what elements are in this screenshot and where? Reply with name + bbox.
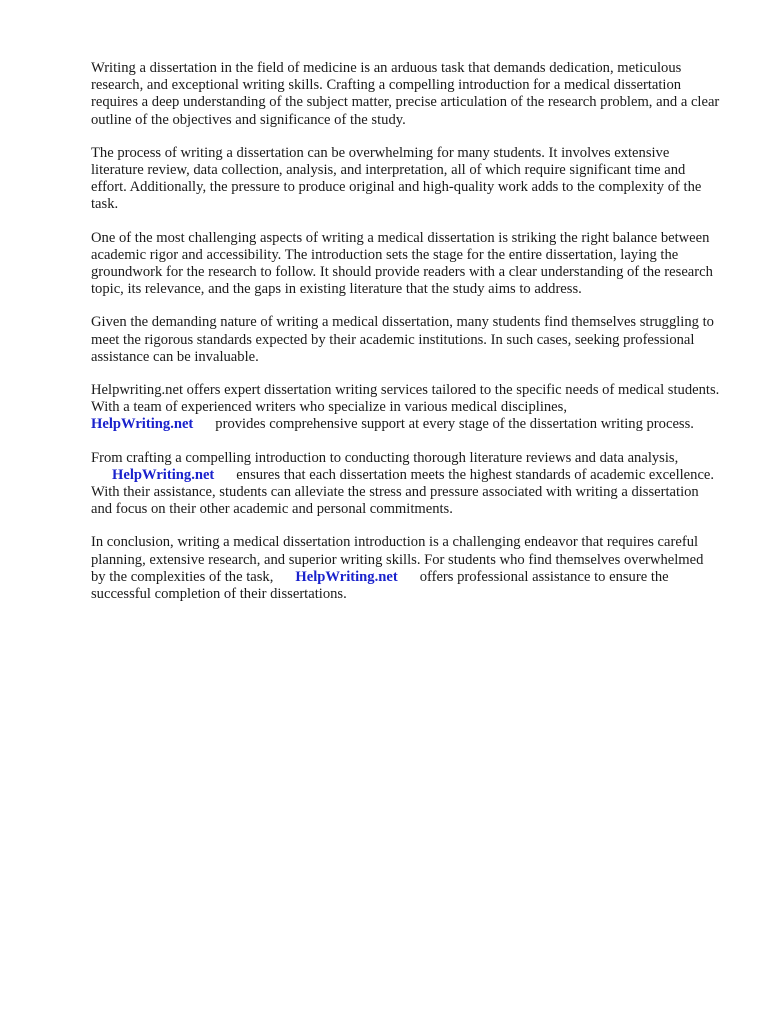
document-body: [91, 60, 721, 619]
paragraph-process: The process of writing a dissertation can be overwhelming for many students. It involves extensive literature review, data collection, analysis, and interpretation, all of which require significant time and effort. Additionally, the pressure to produce original and high-quality work adds to the complexity of the task.: [91, 144, 702, 213]
paragraph-conclusion-text-before: In conclusion, writing a medical dissertation introduction is a challenging endeavor that requires careful planning, extensive research, and superior writing skills. For students who find themselves overwhelmed by the complexities of the task,: [91, 534, 704, 585]
paragraph-challenges: One of the most challenging aspects of writing a medical dissertation is striking the right balance between academic rigor and accessibility. The introduction sets the stage for the entire dissertation, laying the groundwork for the research to follow. It should provide readers with a clear understanding of the research topic, its relevance, and the gaps in existing literature that the study aims to address.: [91, 229, 713, 298]
paragraph-demands: Given the demanding nature of writing a medical dissertation, many students find themselves struggling to meet the rigorous standards expected by their academic institutions. In such cases, seeking professional assistance can be invaluable.: [91, 314, 714, 365]
paragraph-support-text-before: From crafting a compelling introduction to conducting thorough literature reviews and data analysis,: [91, 449, 679, 466]
helpwriting-link[interactable]: HelpWriting.net: [91, 416, 194, 433]
paragraph-conclusion: [91, 534, 721, 603]
helpwriting-link[interactable]: HelpWriting.net: [112, 466, 215, 483]
paragraph-services-text-before: Helpwriting.net offers expert dissertation writing services tailored to the specific needs of medical students. With a team of experienced writers who specialize in various medical disciplines,: [91, 382, 720, 416]
paragraph-support: [91, 450, 721, 519]
paragraph-services: [91, 382, 721, 434]
paragraph-support-text-after: ensures that each dissertation meets the highest standards of academic excellence. With their assistance, students can alleviate the stress and pressure associated with writing a dissertation and focus on their other academic and personal commitments.: [91, 466, 715, 518]
helpwriting-link[interactable]: HelpWriting.net: [295, 568, 398, 585]
paragraph-conclusion-text-after: offers professional assistance to ensure the successful completion of their dissertations.: [91, 568, 669, 603]
paragraph-services-text-after: provides comprehensive support at every stage of the dissertation writing process.: [215, 416, 694, 433]
paragraph-intro: Writing a dissertation in the field of medicine is an arduous task that demands dedication, meticulous research, and exceptional writing skills. Crafting a compelling introduction for a medical dissertation requires a deep understanding of the subject matter, precise articulation of the research problem, and a clear outline of the objectives and significance of the study.: [91, 60, 720, 128]
